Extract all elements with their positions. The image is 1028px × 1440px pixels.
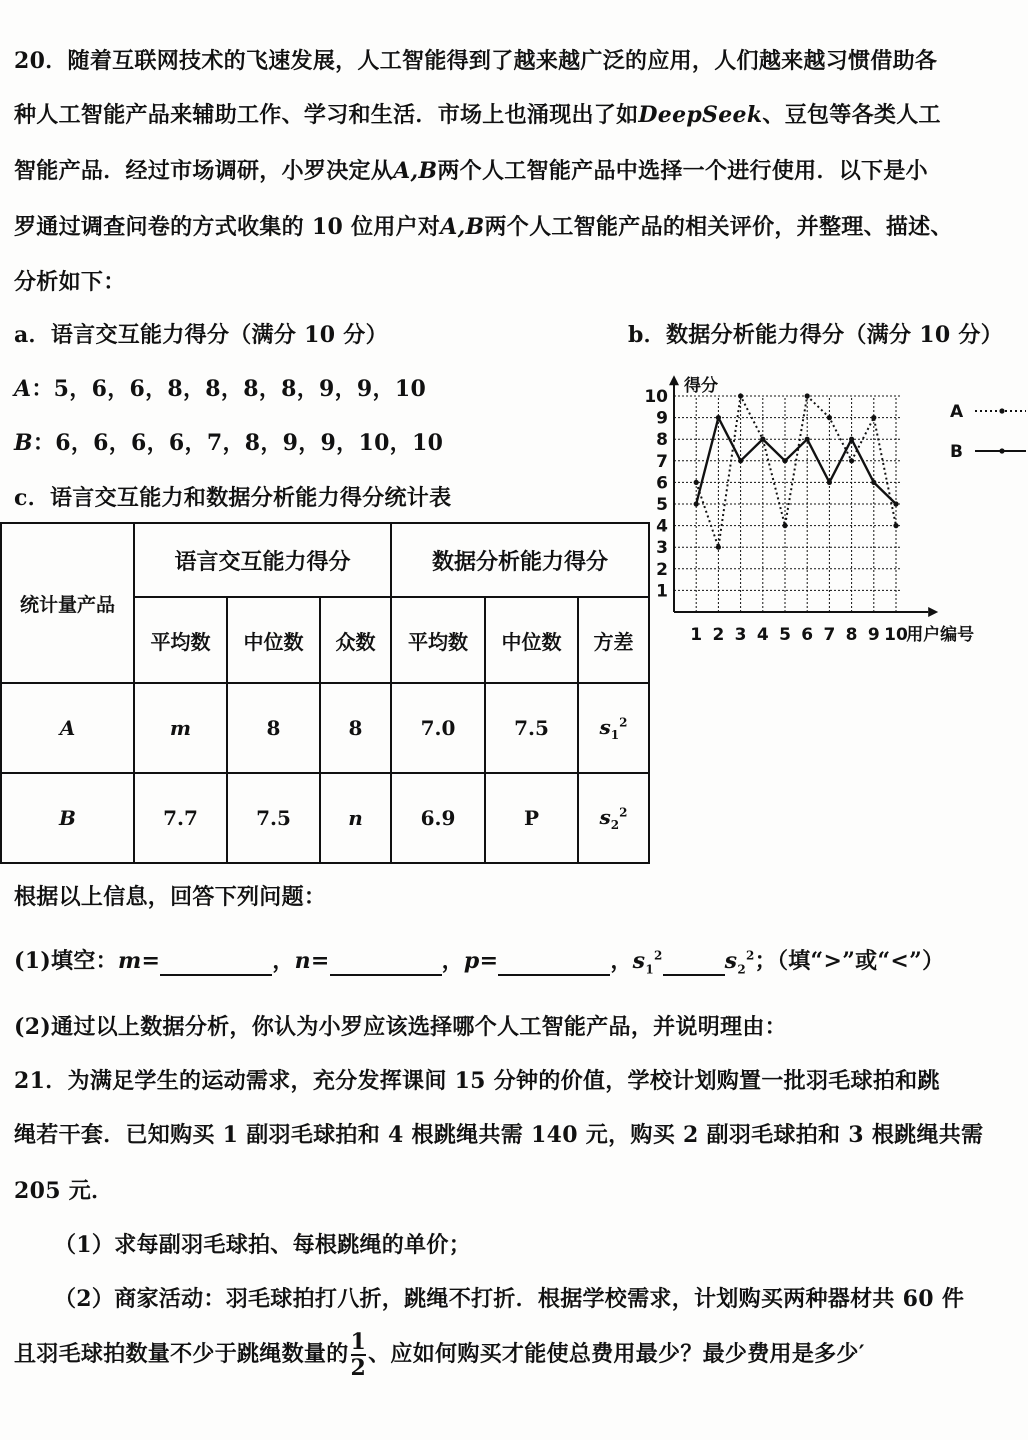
stats-table [0,522,650,864]
variance-s: s [599,714,611,739]
q1-s2-sup: 2 [745,948,755,963]
part-a-scores-B [14,426,443,457]
fraction-one-half [351,1330,367,1380]
x-tick-label: 5 [779,625,791,645]
x-tick-label: 2 [712,625,725,645]
data-point-A [893,523,898,528]
data-point-A [871,415,876,420]
variance-sup: 2 [619,714,628,729]
data-point-A [805,393,810,398]
data-point-A [738,393,743,398]
table-row-A-mean2: 7.0 [391,683,485,773]
x-tick-label: 7 [823,625,836,645]
x-axis-label: 用户编号 [906,625,975,645]
part-a-title: a．语言交互能力得分（满分 10 分） [14,322,388,348]
table-corner: 统计量产品 [1,523,134,683]
y-tick-label: 7 [656,451,668,472]
q20-line-4-ab: A,B [440,214,485,240]
q1-p-blank [498,948,610,976]
table-header-variance: 方差 [578,597,649,683]
q1-comma: ， [272,948,295,974]
table-header-median-1: 中位数 [227,597,320,683]
x-tick-label: 4 [756,625,769,645]
q1-n-blank [330,948,442,976]
table-row-B-label: B [1,773,134,863]
q1-prefix: (1)填空： [14,948,118,974]
x-tick-label: 6 [801,625,814,645]
table-row [1,773,649,863]
part-a-A-values: ：5，6，6，8，8，8，8，9，9，10 [31,376,427,402]
variance-sub: 1 [610,727,620,742]
table-row-B-mean2: 6.9 [391,773,485,863]
x-tick-label: 10 [884,625,908,645]
q20-line-3-post: 两个人工智能产品中选择一个进行使用．以下是小 [437,158,928,184]
data-point-B [827,480,832,485]
q20-line-4-pre: 罗通过调查问卷的方式收集的 10 位用户对 [14,214,441,240]
q1-s2: s [724,948,738,974]
q1-n-label: n= [294,948,330,974]
table-row-A-mode: 8 [320,683,391,773]
data-point-A [694,480,699,485]
q1-s2-sub: 2 [737,962,746,977]
x-tick-label: 3 [734,625,747,645]
q1-s1-sub: 1 [645,962,654,977]
data-point-B [738,458,743,463]
y-tick-label: 1 [656,581,668,602]
x-tick-label: 1 [690,625,703,645]
q20-line-1: 20．随着互联网技术的飞速发展，人工智能得到了越来越广泛的应用，人们越来越习惯借助各 [14,48,938,74]
q1-suffix: ；（填“>”或“<”） [754,948,945,974]
y-axis-label: 得分 [684,376,718,397]
x-tick-label: 9 [867,625,880,645]
table-header-mean-1: 平均数 [134,597,227,683]
q20-brand-name: DeepSeek [638,102,763,128]
y-tick-label: 6 [656,473,668,494]
q20-line-4 [14,210,953,241]
q21-line-1: 21．为满足学生的运动需求，充分发挥课间 15 分钟的价值，学校计划购置一批羽毛球拍和跳 [14,1068,940,1094]
data-point-A [849,458,854,463]
q20-line-3 [14,154,928,185]
q20-line-2-post: 、豆包等各类人工 [762,102,941,128]
legend-label-B: B [950,442,963,462]
q1-comma: ， [610,948,633,974]
data-point-B [716,415,721,420]
data-point-B [805,437,810,442]
q1-s1-sup: 2 [653,948,663,963]
q21-sub-2: （2）商家活动：羽毛球拍打八折，跳绳不打折．根据学校需求，计划购买两种器材共 60 件 [54,1286,965,1312]
q21-sub-2-post: 、应如何购买才能使总费用最少？最少费用是多少′ [368,1341,865,1367]
table-row-A-variance [578,683,649,773]
x-tick-label: 8 [845,625,858,645]
data-point-B [849,437,854,442]
q1-m-label: m= [117,948,161,974]
q1-m-blank [160,948,272,976]
q21-line-2: 绳若干套．已知购买 1 副羽毛球拍和 4 根跳绳共需 140 元，购买 2 副羽毛球拍和 3 根跳绳共需 [14,1122,984,1148]
data-point-A [782,523,787,528]
table-row-B-median2: P [485,773,578,863]
q21-sub-2-line-2 [14,1330,865,1380]
data-point-B [694,501,699,506]
q1-compare-blank [663,948,725,976]
table-header-median-2: 中位数 [485,597,578,683]
data-point-B [782,458,787,463]
data-analysis-chart [630,350,1028,650]
q20-line-2-pre: 种人工智能产品来辅助工作、学习和生活．市场上也涌现出了如 [14,102,639,128]
q20-sub-2: (2)通过以上数据分析，你认为小罗应该选择哪个人工智能产品，并说明理由： [14,1014,787,1040]
part-a-A-label: A [14,376,32,402]
variance-s: s [599,804,611,829]
q1-p-label: p= [463,948,499,974]
part-a-scores-A [14,372,426,403]
q20-line-5: 分析如下： [14,269,126,295]
y-tick-label: 5 [656,495,668,515]
y-tick-label: 2 [656,559,668,580]
y-tick-label: 9 [656,408,668,429]
table-row [1,683,649,773]
y-tick-label: 8 [656,430,668,451]
legend-marker-A [999,408,1004,413]
variance-sub: 2 [610,817,620,832]
table-header-mode: 众数 [320,597,391,683]
q20-line-4-post: 两个人工智能产品的相关评价，并整理、描述、 [484,214,953,240]
table-group-language: 语言交互能力得分 [134,523,391,597]
table-header-mean-2: 平均数 [391,597,485,683]
fraction-numerator: 1 [350,1329,367,1355]
table-group-data: 数据分析能力得分 [391,523,649,597]
table-row-A-median1: 8 [227,683,320,773]
q21-sub-1: （1）求每副羽毛球拍、每根跳绳的单价； [54,1232,472,1258]
legend-label-A: A [950,402,964,422]
y-axis-arrow [669,375,679,385]
variance-sup: 2 [619,804,628,819]
table-row-B-mode: n [320,773,391,863]
part-a-B-values: ：6，6，6，6，7，8，9，9，10，10 [32,430,444,456]
table-row-B-variance [578,773,649,863]
x-axis-arrow [928,607,938,617]
table-row-A-label: A [1,683,134,773]
q1-comma: ， [441,948,464,974]
part-a-B-label: B [14,430,33,456]
after-table-text: 根据以上信息，回答下列问题： [14,884,327,910]
q21-line-3: 205 元． [14,1178,114,1204]
data-point-B [893,501,898,506]
series-line-A [696,396,896,547]
y-tick-label: 3 [656,538,668,559]
q20-line-2 [14,98,941,129]
q20-line-3-pre: 智能产品．经过市场调研，小罗决定从 [14,158,394,184]
legend-marker-B [999,448,1004,453]
part-b-title: b．数据分析能力得分（满分 10 分） [628,322,1004,348]
table-row-A-mean1: m [134,683,227,773]
data-point-A [716,545,721,550]
q1-s1: s [632,948,646,974]
q20-line-3-ab: A,B [393,158,438,184]
q21-sub-2-pre: 且羽毛球拍数量不少于跳绳数量的 [14,1341,349,1367]
data-point-A [827,415,832,420]
y-tick-label: 4 [656,516,668,537]
part-c-title: c．语言交互能力和数据分析能力得分统计表 [14,485,452,511]
data-point-B [871,480,876,485]
data-point-B [760,437,765,442]
fraction-denominator: 2 [350,1355,367,1381]
table-row-B-mean1: 7.7 [134,773,227,863]
table-row-A-median2: 7.5 [485,683,578,773]
y-tick-label: 10 [644,387,668,407]
q20-sub-1 [14,944,944,976]
table-row-B-median1: 7.5 [227,773,320,863]
